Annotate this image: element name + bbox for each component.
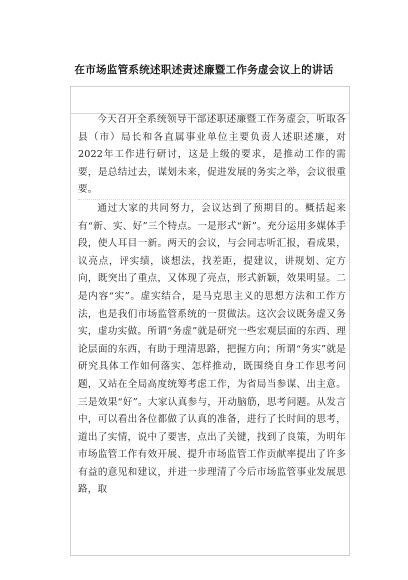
document-body [78, 111, 346, 499]
paragraph-1: 今天召开全系统领导干部述职述廉暨工作务虚会，听取各县（市）局长和各直属事业单位主要负责人述职述廉，对2022年工作进行研讨，这是上级的要求，是推动工作的需要，是总结过去，谋划未来，促进发展的务实之举，会议很重要。 [78, 111, 346, 200]
document-title: 在市场监管系统述职述责述廉暨工作务虚会议上的讲话 [74, 64, 334, 76]
paragraph-2: 通过大家的共同努力，会议达到了预期目的。概括起来有“新、实、好”三个特点。一是形式“新”。充分运用多媒体手段，使人耳目一新。两天的会议，与会同志听汇报，看成果，议亮点，评实绩，谈想法，找差距，提建议，讲规划、定方向，既突出了重点，又体现了亮点，形式新颖，效果明显。二是内容“实”。虚实结合，是马克思主义的思想方法和工作方法，也是我们市场监管系统的一贯做法。这次会议既务虚又务实，虚功实做。所谓“务虚”就是研究一些宏观层面的东西、理论层面的东西，有助于理清思路，把握方向；所谓“务实”就是研究具体工作如何落实、怎样推动，既围绕自身工作思考问题，又站在全局高度统筹考虑工作，为省局当参谋、出主意。三是效果“好”。大家认真参与，开动脑筋，思考问题。从发言中，可以看出各位都做了认真的准备，进行了长时间的思考，道出了实情，说中了要害，点出了关键，找到了良策，为明年市场监管工作有效开展、提升市场监管工作贡献率提出了许多有益的意见和建议，并进一步理清了今后市场监管事业发展思路，取 [78, 202, 346, 496]
